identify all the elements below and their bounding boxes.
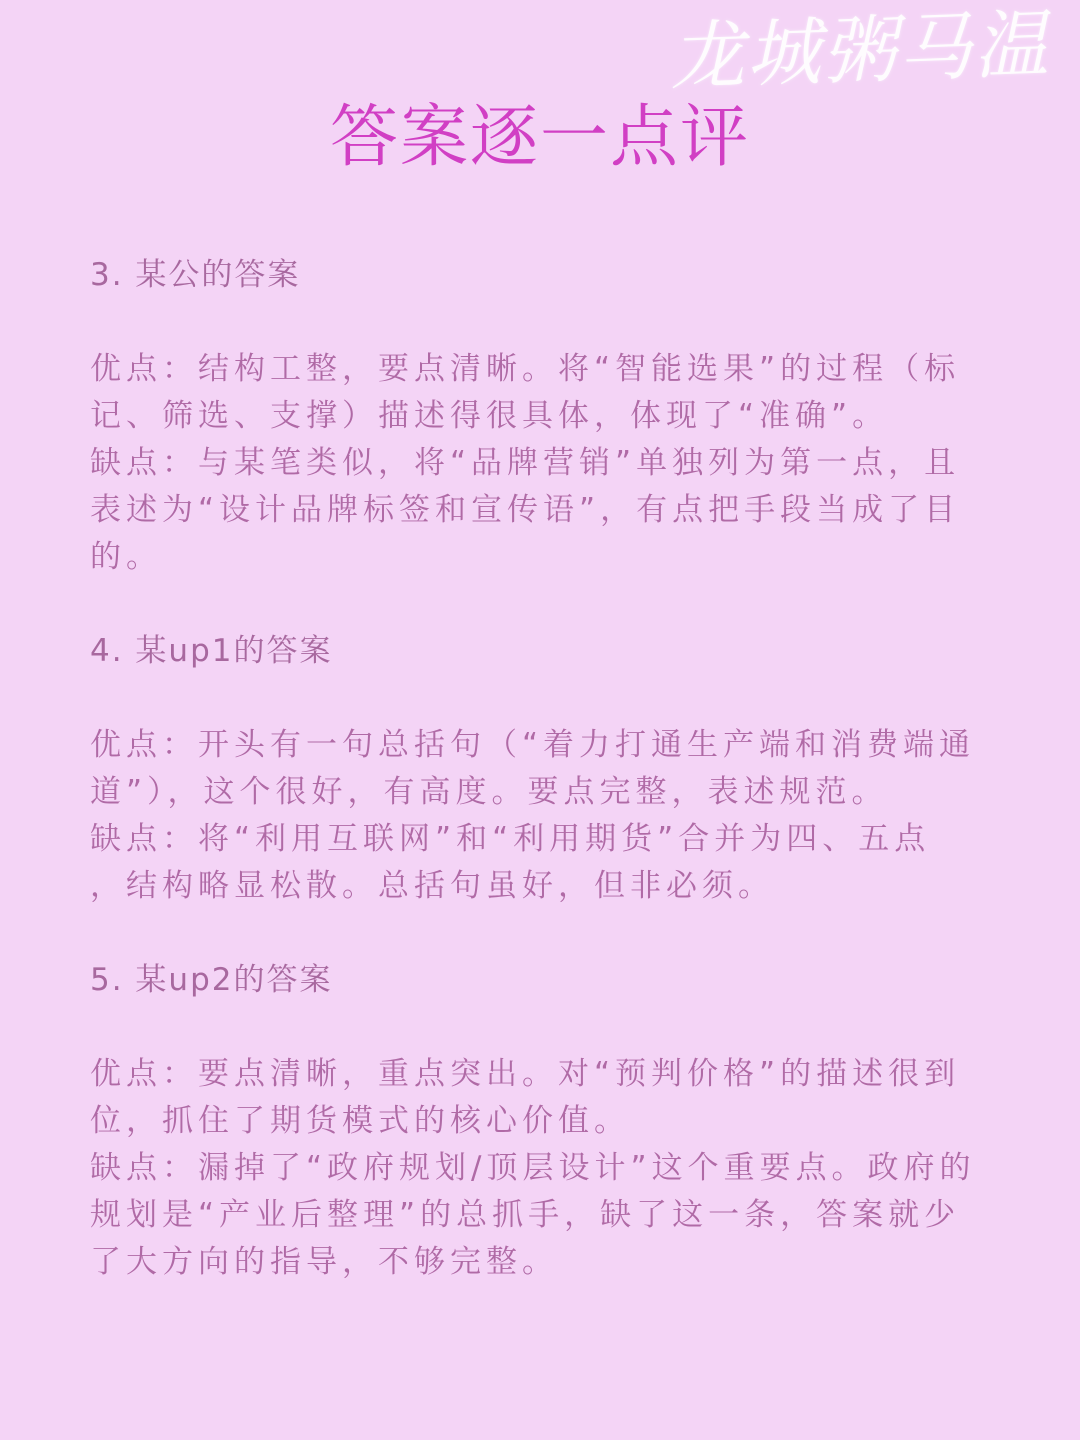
review-section-5	[90, 957, 990, 1286]
page-title: 答案逐一点评	[329, 98, 750, 177]
cons-paragraph: 缺点：将“利用互联网”和“利用期货”合并为四、五点 ，结构略显松散。总括句虽好，但非必须。	[90, 821, 931, 904]
review-section-4	[90, 628, 990, 910]
pros-paragraph: 优点：开头有一句总括句（“着力打通生产端和消费端通 道”），这个很好，有高度。要点完整，表述规范。	[90, 727, 976, 810]
pros-paragraph: 优点：结构工整，要点清晰。将“智能选果”的过程（标 记、筛选、支撑）描述得很具体，体现了“准确”。	[90, 351, 961, 434]
signature-watermark: 龙城粥马温	[668, 1, 1052, 101]
section-heading: 3. 某公的答案	[90, 257, 301, 293]
pros-paragraph: 优点：要点清晰，重点突出。对“预判价格”的描述很到 位，抓住了期货模式的核心价值。	[90, 1056, 961, 1139]
cons-paragraph: 缺点：漏掉了“政府规划/顶层设计”这个重要点。政府的 规划是“产业后整理”的总抓手，缺了这一条，答案就少 了大方向的指导，不够完整。	[90, 1150, 976, 1280]
section-heading: 4. 某up1的答案	[90, 633, 333, 669]
section-heading: 5. 某up2的答案	[90, 962, 333, 998]
review-content	[90, 252, 990, 1333]
review-section-3	[90, 252, 990, 581]
cons-paragraph: 缺点：与某笔类似，将“品牌营销”单独列为第一点，且 表述为“设计品牌标签和宣传语”，有点把手段当成了目 的。	[90, 445, 961, 575]
